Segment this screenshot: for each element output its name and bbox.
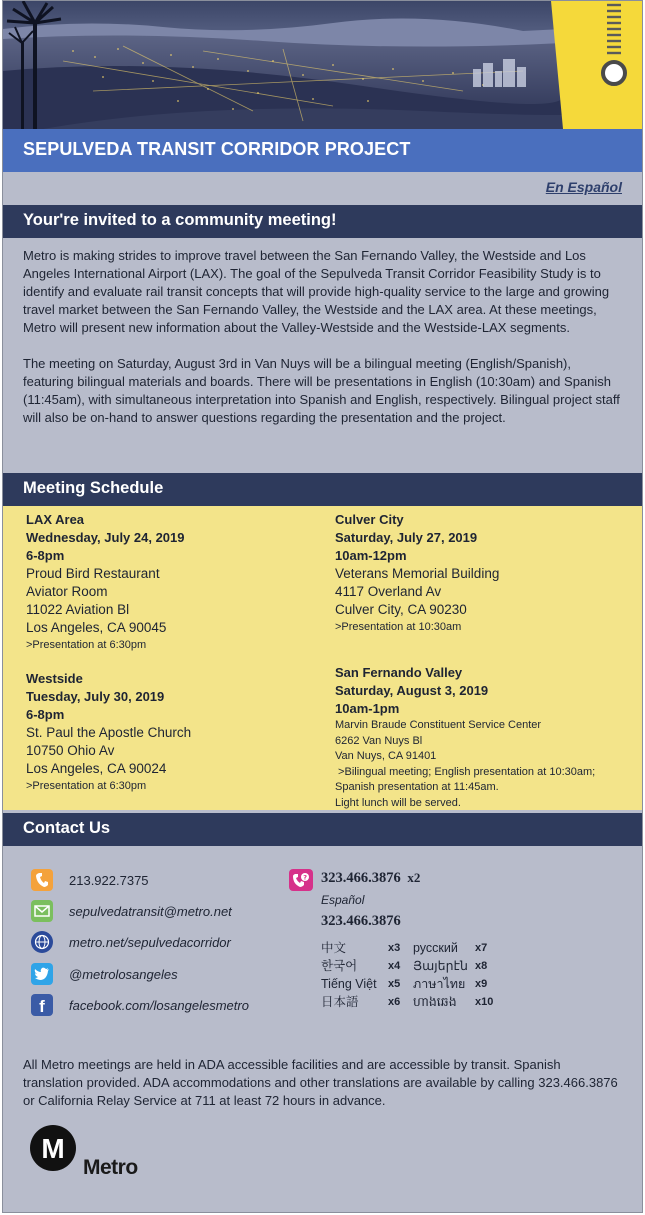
venue-street: 11022 Aviation Bl: [26, 602, 130, 617]
venue-time: 6-8pm: [26, 548, 65, 563]
project-title-bar: [3, 129, 642, 172]
spanish-language-link[interactable]: En Español: [545, 179, 622, 195]
venue-westside: [26, 670, 191, 794]
contact-section: [3, 853, 642, 1053]
venue-note: >Presentation at 6:30pm: [26, 780, 147, 792]
twitter-icon: [31, 963, 53, 985]
facebook-icon: f: [31, 994, 53, 1016]
espanol-label: Español: [321, 893, 365, 907]
venue-lax: [26, 511, 185, 653]
contact-facebook-row[interactable]: [31, 994, 249, 1016]
venue-date: Saturday, July 27, 2019: [335, 530, 478, 545]
venue-room: Aviator Room: [26, 584, 108, 599]
language-ext: x10: [475, 996, 494, 1008]
contact-twitter: @metrolosangeles: [69, 966, 178, 982]
intro-paragraph-2: The meeting on Saturday, August 3rd in Van Nuys will be a bilingual meeting (English/Spanish), featuring bilingual materials and boards. There will be presentations in English (10:30am) and Spanish (11:45am), with simultaneous interpretation into Spanish and English, respectively. Bilingual project staff will also be on-hand to answer questions regarding the presentation and the project.: [23, 356, 620, 425]
language-ext: x8: [475, 960, 488, 972]
schedule-heading: Meeting Schedule: [23, 479, 164, 497]
intro-text: [23, 247, 625, 445]
language-phone-number: 323.466.3876: [321, 870, 401, 886]
contact-website-row[interactable]: [31, 931, 231, 953]
venue-street: 4117 Overland Av: [335, 584, 442, 599]
language-name: 中文: [321, 941, 347, 955]
language-extensions: [321, 939, 501, 1011]
language-ext: x5: [388, 978, 401, 990]
contact-email: sepulvedatransit@metro.net: [69, 903, 232, 919]
venue-note: >Presentation at 6:30pm: [26, 639, 147, 651]
svg-text:?: ?: [303, 873, 308, 882]
language-ext: x4: [388, 960, 401, 972]
language-phone-ext: x2: [407, 870, 421, 885]
contact-website: metro.net/sepulvedacorridor: [69, 934, 231, 950]
project-title: SEPULVEDA TRANSIT CORRIDOR PROJECT: [23, 139, 411, 159]
language-ext: x6: [388, 996, 401, 1008]
schedule-header-bar: [3, 473, 642, 506]
language-phone-icon: [289, 869, 313, 891]
ada-notice: All Metro meetings are held in ADA accessible facilities and are accessible by transit. Spanish translation provided. ADA accommodations and other translations are available by calling 323.466.3876 or California Relay Service at 711 at least 72 hours in advance.: [23, 1057, 618, 1108]
venue-time: 10am-12pm: [335, 548, 407, 563]
venue-city: Van Nuys, CA 91401: [335, 750, 437, 762]
language-phone-number-2[interactable]: 323.466.3876: [321, 913, 401, 929]
contact-heading: Contact Us: [23, 819, 111, 837]
night-city-illustration: [3, 1, 642, 129]
venue-date: Saturday, August 3, 2019: [335, 683, 489, 698]
contact-phone: 213.922.7375: [69, 872, 149, 888]
metro-logo-icon: [29, 1124, 77, 1172]
language-ext: x3: [388, 942, 401, 954]
globe-icon: [31, 931, 53, 953]
venue-city: Los Angeles, CA 90024: [26, 761, 167, 776]
venue-place: Proud Bird Restaurant: [26, 566, 160, 581]
venue-street: 6262 Van Nuys Bl: [335, 734, 423, 747]
venue-area: Westside: [26, 671, 83, 686]
venue-date: Wednesday, July 24, 2019: [26, 530, 185, 545]
venue-sfv: [335, 664, 595, 811]
newsletter: [2, 0, 643, 1213]
venue-area: San Fernando Valley: [335, 665, 463, 680]
language-line-phone[interactable]: [321, 870, 420, 887]
metro-wordmark: Metro: [83, 1156, 138, 1179]
venue-culver: [335, 511, 499, 635]
contact-phone-row[interactable]: [31, 869, 149, 891]
venue-city: Los Angeles, CA 90045: [26, 620, 167, 635]
venue-note: >Bilingual meeting; English presentation at 10:30am;: [335, 765, 596, 778]
venue-time: 10am-1pm: [335, 701, 400, 716]
venue-date: Tuesday, July 30, 2019: [26, 689, 165, 704]
language-name: 日本語: [321, 995, 359, 1009]
metro-logo: [29, 1124, 77, 1176]
contact-header-bar: [3, 813, 642, 846]
logo-letter: M: [41, 1133, 65, 1164]
venue-place: St. Paul the Apostle Church: [26, 725, 192, 740]
venue-time: 6-8pm: [26, 707, 65, 722]
venue-street: 10750 Ohio Av: [26, 743, 115, 758]
invite-heading: Your're invited to a community meeting!: [23, 211, 337, 229]
hero-banner: [3, 1, 642, 129]
venue-note: Light lunch will be served.: [335, 796, 461, 809]
intro-paragraph-1: Metro is making strides to improve travel between the San Fernando Valley, the Westside and Los Angeles International Airport (LAX). The goal of the Sepulveda Transit Corridor Feasibility Study is to identify and evaluate rail transit concepts that will provide high-quality service to the large and growing travel market between the San Fernando Valley, the Westside and the LAX area. At these meetings, Metro will present new information about the Valley-Westside and the Westside-LAX segments.: [23, 248, 610, 335]
invite-header-bar: [3, 205, 642, 238]
venue-place: Veterans Memorial Building: [335, 566, 500, 581]
venue-note: Spanish presentation at 11:45am.: [335, 781, 499, 793]
venue-place: Marvin Braude Constituent Service Center: [335, 719, 542, 731]
language-ext: x7: [475, 942, 488, 954]
language-name: ภาษาไทย: [413, 977, 466, 991]
phone-icon: [31, 869, 53, 891]
venue-city: Culver City, CA 90230: [335, 602, 467, 617]
language-name: русский: [413, 941, 458, 955]
language-ext: x9: [475, 978, 488, 990]
venue-area: Culver City: [335, 512, 404, 527]
language-name: ហាងឆេង: [413, 995, 457, 1009]
venue-area: LAX Area: [26, 512, 85, 527]
email-icon: [31, 900, 53, 922]
language-name: Յայերէն: [413, 959, 468, 973]
language-name: 한국어: [321, 959, 358, 973]
contact-twitter-row[interactable]: [31, 963, 178, 985]
contact-email-row[interactable]: [31, 900, 232, 922]
language-name: Tiếng Việt: [321, 977, 377, 991]
venue-note: >Presentation at 10:30am: [335, 621, 462, 633]
meeting-schedule: [3, 506, 642, 810]
contact-facebook: facebook.com/losangelesmetro: [69, 997, 249, 1013]
